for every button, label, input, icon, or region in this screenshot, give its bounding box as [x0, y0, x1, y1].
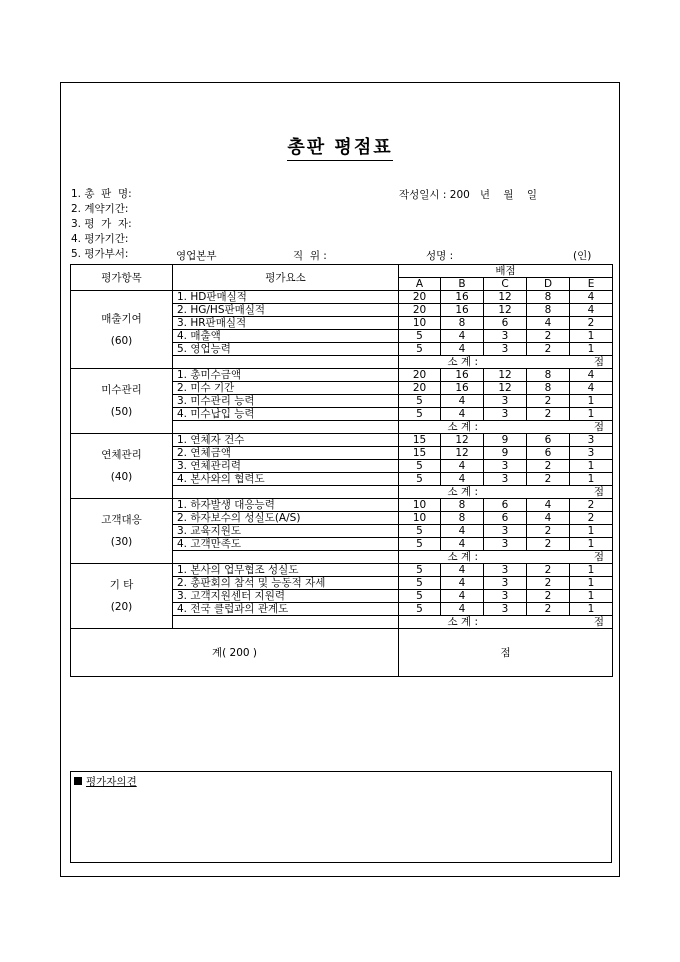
score-cell: 4: [441, 330, 484, 343]
score-cell: 1: [570, 590, 613, 603]
score-cell: 4: [441, 395, 484, 408]
score-cell: 6: [527, 434, 570, 447]
score-cell: 1: [570, 395, 613, 408]
field-contract-period: 2. 계약기간:: [71, 203, 129, 215]
subtotal-label: 소 계 :: [399, 551, 527, 564]
field-evaluation-period: 4. 평가기간:: [71, 233, 129, 245]
grade-header: E: [570, 278, 613, 291]
subtotal-unit: 점: [527, 616, 613, 629]
score-cell: 2: [527, 564, 570, 577]
score-cell: 6: [484, 512, 527, 525]
grade-header: C: [484, 278, 527, 291]
score-cell: 1: [570, 473, 613, 486]
seal-mark: (인): [573, 250, 592, 262]
score-cell: 16: [441, 369, 484, 382]
criteria-item: 4. 매출액: [173, 330, 399, 343]
category-cell: [71, 369, 173, 434]
category-weight: (30): [110, 536, 133, 548]
score-cell: 8: [441, 512, 484, 525]
criteria-item: 4. 전국 클럽과의 관계도: [173, 603, 399, 616]
score-cell: 5: [399, 460, 441, 473]
criteria-item: 3. 교육지원도: [173, 525, 399, 538]
category-cell: [71, 499, 173, 564]
header-points: 배점: [399, 265, 613, 278]
score-cell: 3: [484, 525, 527, 538]
criteria-item: 4. 미수납입 능력: [173, 408, 399, 421]
score-cell: 15: [399, 434, 441, 447]
score-cell: 5: [399, 473, 441, 486]
score-cell: 10: [399, 317, 441, 330]
criteria-item: 2. 연체금액: [173, 447, 399, 460]
score-cell: 12: [441, 434, 484, 447]
score-cell: 4: [441, 408, 484, 421]
field-evaluator: 3. 평 가 자:: [71, 218, 132, 230]
score-cell: 6: [527, 447, 570, 460]
name-field: 성명 :: [426, 250, 454, 262]
field-department: 5. 평가부서:: [71, 248, 129, 260]
subtotal-spacer: [173, 356, 399, 369]
score-cell: 3: [484, 330, 527, 343]
score-cell: 5: [399, 603, 441, 616]
category-name: 미수관리: [101, 384, 142, 396]
score-cell: 1: [570, 577, 613, 590]
criteria-item: 2. 총판회의 참석 및 능동적 자세: [173, 577, 399, 590]
score-cell: 3: [484, 343, 527, 356]
category-cell: [71, 434, 173, 499]
score-cell: 4: [527, 317, 570, 330]
department-value: 영업본부: [176, 250, 217, 262]
subtotal-label: 소 계 :: [399, 421, 527, 434]
score-cell: 16: [441, 304, 484, 317]
score-cell: 4: [441, 590, 484, 603]
criteria-item: 3. 고객지원센터 지원력: [173, 590, 399, 603]
score-cell: 4: [441, 473, 484, 486]
score-cell: 1: [570, 408, 613, 421]
score-cell: 10: [399, 499, 441, 512]
score-cell: 5: [399, 538, 441, 551]
criteria-item: 3. 연체관리력: [173, 460, 399, 473]
category-cell: [71, 291, 173, 369]
grade-header: A: [399, 278, 441, 291]
score-cell: 20: [399, 291, 441, 304]
score-cell: 8: [527, 382, 570, 395]
score-cell: 12: [484, 369, 527, 382]
score-cell: 2: [527, 408, 570, 421]
score-cell: 1: [570, 525, 613, 538]
score-cell: 1: [570, 330, 613, 343]
grade-header: D: [527, 278, 570, 291]
score-cell: 3: [484, 460, 527, 473]
score-cell: 4: [570, 291, 613, 304]
score-cell: 1: [570, 343, 613, 356]
category-name: 고객대응: [101, 514, 142, 526]
subtotal-label: 소 계 :: [399, 616, 527, 629]
subtotal-unit: 점: [527, 421, 613, 434]
score-cell: 20: [399, 304, 441, 317]
category-weight: (40): [110, 471, 133, 483]
score-cell: 4: [527, 512, 570, 525]
table-row: [71, 564, 613, 577]
score-cell: 3: [484, 564, 527, 577]
score-cell: 5: [399, 408, 441, 421]
grand-total-unit: 점: [399, 629, 613, 677]
criteria-item: 2. 하자보수의 성실도(A/S): [173, 512, 399, 525]
evaluation-sheet: [60, 82, 620, 877]
subtotal-unit: 점: [527, 551, 613, 564]
criteria-item: 4. 고객만족도: [173, 538, 399, 551]
score-cell: 2: [527, 343, 570, 356]
table-row: [71, 291, 613, 304]
criteria-item: 4. 본사와의 협력도: [173, 473, 399, 486]
score-cell: 8: [441, 317, 484, 330]
score-cell: 2: [527, 538, 570, 551]
score-cell: 3: [484, 577, 527, 590]
position-field: 직 위 :: [293, 250, 327, 262]
score-cell: 4: [441, 460, 484, 473]
criteria-item: 3. HR판매실적: [173, 317, 399, 330]
score-cell: 1: [570, 564, 613, 577]
score-cell: 2: [527, 525, 570, 538]
score-cell: 2: [527, 603, 570, 616]
score-cell: 3: [484, 590, 527, 603]
score-cell: 4: [527, 499, 570, 512]
subtotal-spacer: [173, 616, 399, 629]
score-cell: 20: [399, 369, 441, 382]
score-cell: 4: [570, 369, 613, 382]
score-cell: 20: [399, 382, 441, 395]
score-cell: 16: [441, 291, 484, 304]
score-cell: 10: [399, 512, 441, 525]
score-cell: 4: [441, 538, 484, 551]
table-row: [71, 369, 613, 382]
score-cell: 6: [484, 499, 527, 512]
score-cell: 3: [484, 408, 527, 421]
score-cell: 6: [484, 317, 527, 330]
score-cell: 2: [527, 473, 570, 486]
score-cell: 9: [484, 434, 527, 447]
score-cell: 5: [399, 577, 441, 590]
score-cell: 3: [484, 603, 527, 616]
category-name: 연체관리: [101, 449, 142, 461]
square-bullet-icon: [74, 777, 82, 785]
criteria-item: 1. 연체자 건수: [173, 434, 399, 447]
score-cell: 5: [399, 525, 441, 538]
evaluator-comments-header: [74, 774, 137, 789]
subtotal-label: 소 계 :: [399, 486, 527, 499]
score-cell: 4: [441, 564, 484, 577]
grade-header: B: [441, 278, 484, 291]
score-cell: 5: [399, 395, 441, 408]
score-cell: 1: [570, 538, 613, 551]
score-cell: 3: [484, 538, 527, 551]
subtotal-spacer: [173, 486, 399, 499]
score-cell: 12: [484, 291, 527, 304]
score-cell: 1: [570, 603, 613, 616]
score-cell: 8: [527, 304, 570, 317]
table-header-row: [71, 265, 613, 278]
subtotal-label: 소 계 :: [399, 356, 527, 369]
score-cell: 3: [484, 473, 527, 486]
score-cell: 8: [527, 369, 570, 382]
score-cell: 2: [527, 460, 570, 473]
score-cell: 3: [570, 447, 613, 460]
criteria-item: 3. 미수관리 능력: [173, 395, 399, 408]
score-cell: 4: [441, 577, 484, 590]
grand-total-label: 계( 200 ): [71, 629, 399, 677]
score-cell: 8: [527, 291, 570, 304]
date-field: 작성일시 : 200 년 월 일: [399, 189, 537, 201]
score-cell: 12: [441, 447, 484, 460]
table-row: [71, 499, 613, 512]
score-cell: 9: [484, 447, 527, 460]
header-category: 평가항목: [71, 265, 173, 291]
field-distributor: 1. 총 판 명:: [71, 188, 132, 200]
score-cell: 2: [527, 330, 570, 343]
score-cell: 5: [399, 343, 441, 356]
score-cell: 4: [570, 304, 613, 317]
category-weight: (60): [110, 334, 133, 347]
category-weight: (20): [110, 601, 133, 613]
score-cell: 1: [570, 460, 613, 473]
score-cell: 2: [527, 577, 570, 590]
score-cell: 2: [570, 512, 613, 525]
criteria-item: 5. 영업능력: [173, 343, 399, 356]
score-cell: 12: [484, 382, 527, 395]
page-title: 총판 평점표: [61, 133, 619, 159]
criteria-item: 1. 본사의 업무협조 성실도: [173, 564, 399, 577]
score-cell: 4: [441, 603, 484, 616]
criteria-item: 1. 하자발생 대응능력: [173, 499, 399, 512]
score-cell: 16: [441, 382, 484, 395]
score-cell: 3: [484, 395, 527, 408]
score-cell: 2: [570, 499, 613, 512]
score-cell: 4: [441, 343, 484, 356]
evaluator-comments-box: [70, 771, 612, 863]
criteria-item: 1. 총미수금액: [173, 369, 399, 382]
subtotal-unit: 점: [527, 356, 613, 369]
score-cell: 8: [441, 499, 484, 512]
grand-total-row: [71, 629, 613, 677]
score-cell: 5: [399, 330, 441, 343]
score-cell: 2: [527, 590, 570, 603]
score-table: [70, 264, 613, 677]
score-cell: 4: [441, 525, 484, 538]
criteria-item: 1. HD판매실적: [173, 291, 399, 304]
category-name: 매출기여: [101, 312, 142, 325]
criteria-item: 2. HG/HS판매실적: [173, 304, 399, 317]
score-cell: 5: [399, 590, 441, 603]
score-cell: 2: [570, 317, 613, 330]
score-cell: 15: [399, 447, 441, 460]
header-item: 평가요소: [173, 265, 399, 291]
score-cell: 5: [399, 564, 441, 577]
score-cell: 2: [527, 395, 570, 408]
evaluator-comments-label: 평가자의견: [86, 776, 137, 788]
table-row: [71, 434, 613, 447]
score-cell: 3: [570, 434, 613, 447]
subtotal-spacer: [173, 551, 399, 564]
subtotal-unit: 점: [527, 486, 613, 499]
category-cell: [71, 564, 173, 629]
criteria-item: 2. 미수 기간: [173, 382, 399, 395]
score-cell: 12: [484, 304, 527, 317]
category-name: 기 타: [109, 579, 134, 591]
subtotal-spacer: [173, 421, 399, 434]
score-cell: 4: [570, 382, 613, 395]
category-weight: (50): [110, 406, 133, 418]
